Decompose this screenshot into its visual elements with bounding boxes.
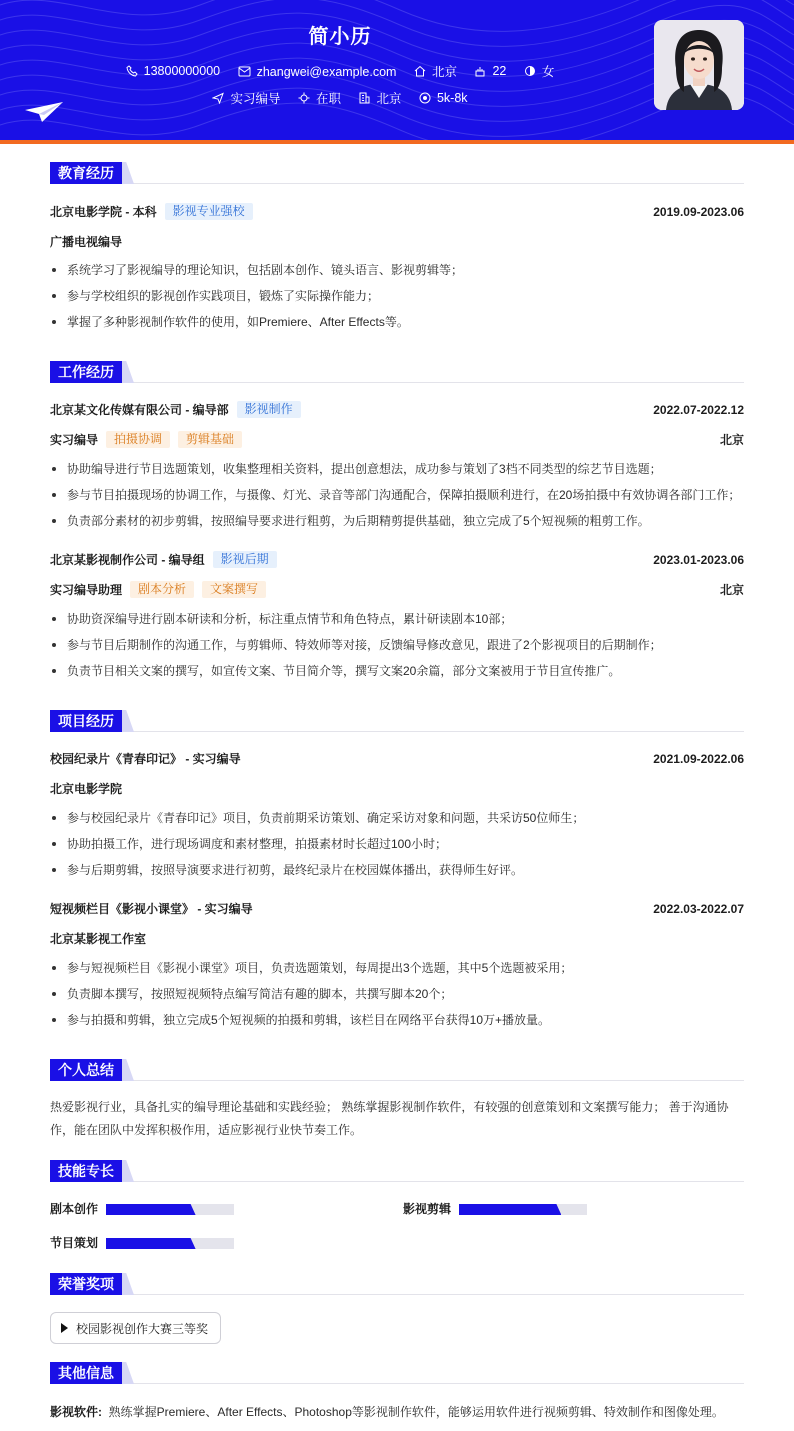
gender-icon xyxy=(524,65,536,77)
project-name: 短视频栏目《影视小课堂》 - 实习编导 xyxy=(50,902,253,916)
project-header-row xyxy=(50,900,744,918)
skill-name: 节目策划 xyxy=(50,1236,99,1250)
job-role-row xyxy=(50,581,744,599)
section-title: 工作经历 xyxy=(50,361,122,383)
list-item: 协助编导进行节目选题策划，收集整理相关资料，提出创意想法，成功参与策划了3档不同类型的综艺节目选题； xyxy=(50,459,744,485)
play-icon xyxy=(61,1323,68,1333)
company-tag: 影视制作 xyxy=(237,401,301,418)
job-city: 北京 xyxy=(719,433,744,447)
gear-icon xyxy=(298,92,310,104)
phone-item xyxy=(126,64,220,78)
project-org-row xyxy=(50,930,744,948)
home-icon xyxy=(414,65,426,77)
job-role: 实习编导 拍摄协调 剪辑基础 xyxy=(50,431,242,449)
project-name: 校园纪录片《青春印记》 - 实习编导 xyxy=(50,752,241,766)
project-bullets xyxy=(50,808,744,886)
skill-bar-fill xyxy=(459,1204,561,1215)
skill-bar-fill xyxy=(106,1204,196,1215)
money-icon xyxy=(419,92,431,104)
company-tag: 影视后期 xyxy=(213,551,277,568)
gender-text: 女 xyxy=(541,65,555,79)
section-title: 技能专长 xyxy=(50,1160,122,1182)
list-item: 负责部分素材的初步剪辑，按照编导要求进行粗剪，为后期精剪提供基础，独立完成了5个短视频的粗剪工作。 xyxy=(50,511,744,537)
section-title-decoration xyxy=(122,1362,134,1384)
header-accent-bar xyxy=(0,140,794,144)
resume-header xyxy=(0,0,794,140)
section-title: 教育经历 xyxy=(50,162,122,184)
cake-icon xyxy=(474,65,486,77)
candidate-name: 简小历 xyxy=(308,26,372,48)
list-item: 参与短视频栏目《影视小课堂》项目，负责选题策划，每周提出3个选题，其中5个选题被采用； xyxy=(50,958,744,984)
skill-tag: 文案撰写 xyxy=(202,581,266,598)
skill-bar xyxy=(106,1204,234,1215)
email-icon xyxy=(238,66,251,77)
section-title: 其他信息 xyxy=(50,1362,122,1384)
phone-icon xyxy=(126,65,138,77)
building-icon xyxy=(358,92,370,104)
email-item xyxy=(238,65,397,79)
list-item: 协助资深编导进行剧本研读和分析，标注重点情节和角色特点，累计研读剧本10部； xyxy=(50,609,744,635)
list-item: 系统学习了影视编导的理论知识，包括剧本创作、镜头语言、影视剪辑等； xyxy=(50,260,744,286)
major-name: 广播电视编导 xyxy=(50,235,123,249)
section-header xyxy=(50,1273,744,1295)
email-text: zhangwei@example.com xyxy=(256,64,397,79)
list-item: 参与校园纪录片《青春印记》项目，负责前期采访策划、确定采访对象和问题，共采访50位师生； xyxy=(50,808,744,834)
section-title-decoration xyxy=(122,361,134,383)
job-role: 实习编导助理 剧本分析 文案撰写 xyxy=(50,581,266,599)
projects-section xyxy=(50,710,744,1027)
contact-row xyxy=(0,62,680,80)
phone-text: 13800000000 xyxy=(143,64,221,78)
skill-item xyxy=(403,1200,603,1218)
list-item: 参与后期剪辑，按照导演要求进行初剪，最终纪录片在校园媒体播出，获得师生好评。 xyxy=(50,860,744,886)
gender-item xyxy=(524,62,555,80)
job-target-text: 实习编导 xyxy=(230,92,281,106)
project-org-row xyxy=(50,780,744,798)
major-row xyxy=(50,233,744,251)
section-title-decoration xyxy=(122,710,134,732)
list-item: 参与拍摄和剪辑，独立完成5个短视频的拍摄和剪辑，该栏目在网络平台获得10万+播放量。 xyxy=(50,1010,744,1036)
section-header xyxy=(50,1160,744,1182)
skill-name: 剧本创作 xyxy=(50,1202,99,1216)
skill-item xyxy=(50,1200,250,1218)
list-item: 参与节目拍摄现场的协调工作，与摄像、灯光、录音等部门沟通配合，保障拍摄顺利进行，在20场拍摄中有效协调各部门工作； xyxy=(50,485,744,511)
salary-item xyxy=(419,91,468,105)
skills-section xyxy=(50,1160,744,1250)
summary-section xyxy=(50,1059,744,1137)
award-name: 校园影视创作大赛三等奖 xyxy=(76,1321,209,1336)
other-info-row xyxy=(50,1402,744,1422)
paper-plane-icon xyxy=(24,100,64,124)
education-row xyxy=(50,203,744,221)
project-org: 北京某影视工作室 xyxy=(50,932,147,946)
skill-bar xyxy=(459,1204,587,1215)
project-date: 2021.09-2022.06 xyxy=(653,752,744,766)
expect-city-text: 北京 xyxy=(376,92,402,106)
education-bullets xyxy=(50,260,744,338)
list-item: 参与学校组织的影视创作实践项目，锻炼了实际操作能力； xyxy=(50,286,744,312)
section-header xyxy=(50,1362,744,1384)
skill-bar-fill xyxy=(106,1238,196,1249)
job-bullets xyxy=(50,609,744,687)
list-item: 掌握了多种影视制作软件的使用，如Premiere、After Effects等。 xyxy=(50,312,744,338)
project-org: 北京电影学院 xyxy=(50,782,123,796)
avatar xyxy=(654,20,744,110)
job-target-item xyxy=(212,89,280,107)
award-item[interactable] xyxy=(50,1312,221,1344)
skill-item xyxy=(50,1234,250,1252)
company-name: 北京某文化传媒有限公司 - 编导部 影视制作 xyxy=(50,401,301,419)
list-item: 负责脚本撰写，按照短视频特点编写简洁有趣的脚本，共撰写脚本20个； xyxy=(50,984,744,1010)
list-item: 参与节目后期制作的沟通工作，与剪辑师、特效师等对接，反馈编导修改意见，跟进了2个影视项目的后期制作； xyxy=(50,635,744,661)
company-name: 北京某影视制作公司 - 编导组 影视后期 xyxy=(50,551,277,569)
section-header xyxy=(50,710,744,732)
age-text: 22 xyxy=(492,64,507,78)
section-header xyxy=(50,1059,744,1081)
section-header xyxy=(50,162,744,184)
skill-tag: 剪辑基础 xyxy=(178,431,242,448)
section-title-decoration xyxy=(122,162,134,184)
education-section xyxy=(50,162,744,329)
profile-photo xyxy=(654,20,744,110)
job-intent-row xyxy=(0,89,680,107)
city-item xyxy=(414,62,457,80)
status-item xyxy=(298,89,341,107)
skill-bar xyxy=(106,1238,234,1249)
salary-text: 5k-8k xyxy=(436,91,468,105)
job-date: 2022.07-2022.12 xyxy=(653,403,744,417)
section-title: 个人总结 xyxy=(50,1059,122,1081)
project-bullets xyxy=(50,958,744,1036)
send-icon xyxy=(212,92,224,104)
awards-section xyxy=(50,1273,744,1336)
expect-city-item xyxy=(358,89,401,107)
job-role-row xyxy=(50,431,744,449)
section-header xyxy=(50,361,744,383)
job-bullets xyxy=(50,459,744,537)
list-item: 负责节目相关文案的撰写，如宣传文案、节目简介等，撰写文案20余篇，部分文案被用于节目宣传推广。 xyxy=(50,661,744,687)
age-item xyxy=(474,64,506,78)
other-info-label: 影视软件: xyxy=(50,1405,102,1419)
section-title-decoration xyxy=(122,1160,134,1182)
summary-text: 热爱影视行业，具备扎实的编导理论基础和实践经验； 熟练掌握影视制作软件，有较强的创意策划和文案撰写能力； 善于沟通协作，能在团队中发挥积极作用，适应影视行业快节奏工作。 xyxy=(50,1100,729,1137)
section-title: 荣誉奖项 xyxy=(50,1273,122,1295)
job-header-row xyxy=(50,551,744,569)
job-date: 2023.01-2023.06 xyxy=(653,553,744,567)
city-text: 北京 xyxy=(431,65,457,79)
project-date: 2022.03-2022.07 xyxy=(653,902,744,916)
section-title-decoration xyxy=(122,1273,134,1295)
project-header-row xyxy=(50,750,744,768)
education-date: 2019.09-2023.06 xyxy=(653,205,744,219)
skill-tag: 剧本分析 xyxy=(130,581,194,598)
section-title: 项目经历 xyxy=(50,710,122,732)
list-item: 协助拍摄工作，进行现场调度和素材整理，拍摄素材时长超过100小时； xyxy=(50,834,744,860)
other-info-text: 熟练掌握Premiere、After Effects、Photoshop等影视制作软件，能够运用软件进行视频剪辑、特效制作和图像处理。 xyxy=(108,1405,724,1419)
skill-tag: 拍摄协调 xyxy=(106,431,170,448)
skill-name: 影视剪辑 xyxy=(403,1202,452,1216)
job-header-row xyxy=(50,401,744,419)
work-section xyxy=(50,361,744,678)
other-section xyxy=(50,1362,744,1419)
school-name: 北京电影学院 - 本科 影视专业强校 xyxy=(50,203,253,221)
school-tag: 影视专业强校 xyxy=(165,203,253,220)
section-title-decoration xyxy=(122,1059,134,1081)
status-text: 在职 xyxy=(315,92,341,106)
job-city: 北京 xyxy=(719,583,744,597)
